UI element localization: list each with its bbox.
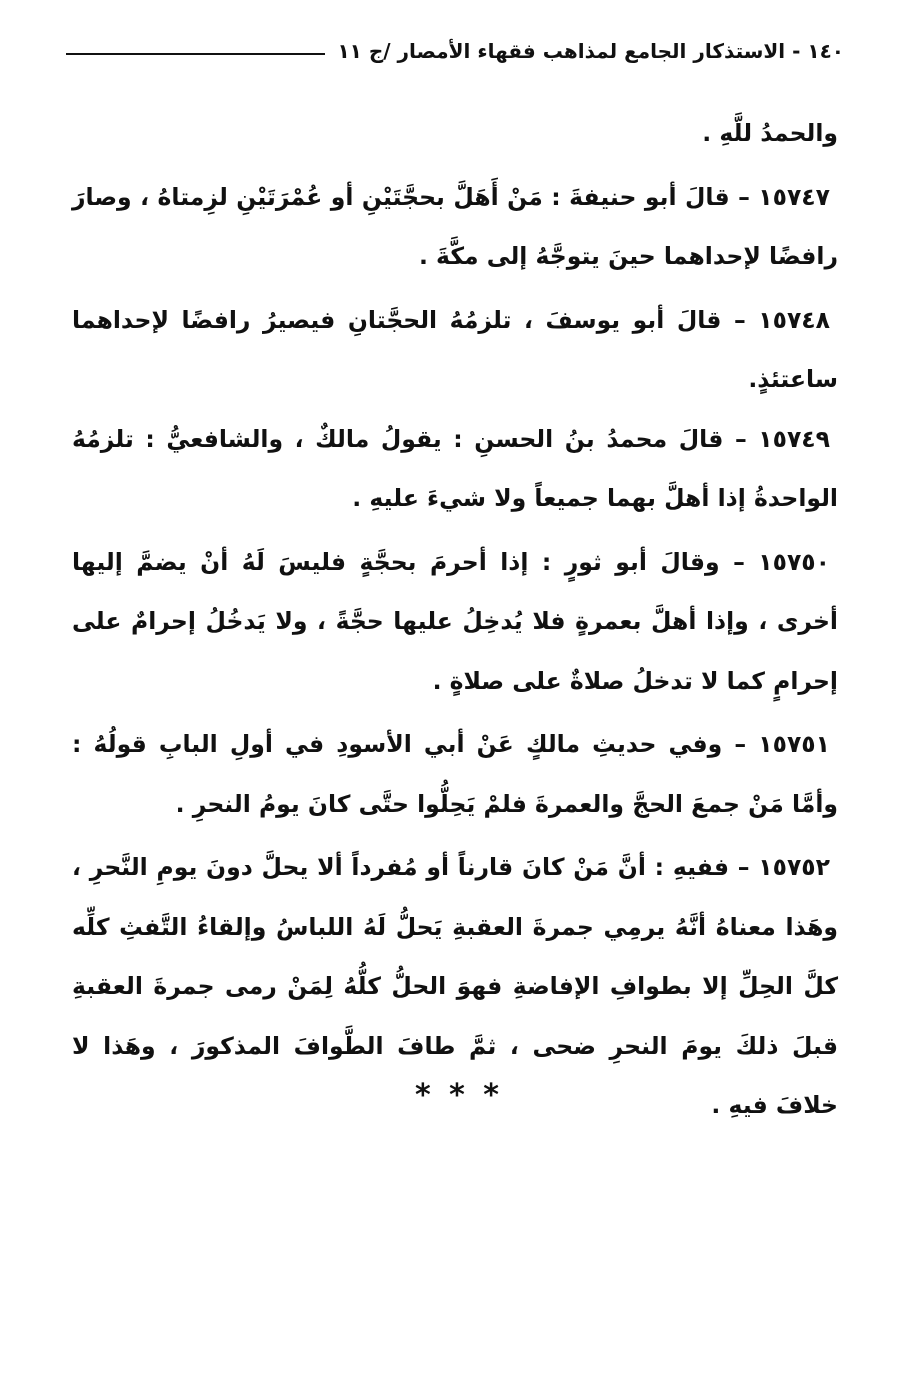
- paragraph-text: وقالَ أبو ثورٍ : إذا أحرمَ بحجَّةٍ فليسَ لَهُ أنْ يضمَّ إليها أخرى ، وإذا أهلَّ بعمرةٍ فلا يُدخِلُ عليها حجَّةً ، ولا يَدخُلُ إحرامٌ على إحرامٍ كما لا تدخلُ صلاةٌ على صلاةٍ .: [72, 547, 838, 695]
- paragraph-number: ١٥٧٤٧: [758, 182, 830, 211]
- paragraph-text: ففيهِ : أنَّ مَنْ كانَ قارناً أو مُفرداً ألا يحلَّ دونَ يومِ النَّحرِ ، وهَذا معناهُ أنَّهُ يرمِي جمرةَ العقبةِ يَحلُّ لَهُ اللباسُ وإلقاءُ التَّفثِ كلِّه كلَّ الحِلِّ إلا بطوافِ الإفاضةِ فهوَ الحلُّ كلُّهُ لِمَنْ رمى جمرةَ العقبةِ قبلَ ذلكَ يومَ النحرِ ضحى ، ثمَّ طافَ الطَّوافَ المذكورَ ، وهَذا لا خلافَ فيهِ .: [72, 853, 838, 1119]
- paragraph-text: قالَ أبو يوسفَ ، تلزمُهُ الحجَّتانِ فيصيرُ رافضًا لإحداهما ساعتئذٍ.: [72, 305, 838, 393]
- paragraph-15747: [72, 168, 838, 287]
- paragraph-dash: –: [733, 547, 745, 576]
- body-text: [72, 104, 838, 1136]
- paragraph-dash: –: [738, 182, 750, 211]
- paragraph-number: ١٥٧٤٩: [758, 424, 830, 453]
- paragraph-dash: –: [734, 730, 747, 758]
- paragraph-15748: [72, 291, 838, 410]
- paragraph-number: ١٥٧٥٢: [758, 853, 830, 881]
- paragraph-number: ١٥٧٤٨: [758, 305, 830, 334]
- paragraph-dash: –: [737, 853, 750, 881]
- paragraph-number: ١٥٧٥١: [758, 730, 830, 758]
- paragraph-number: ١٥٧٥٠: [758, 547, 830, 576]
- paragraph-15749: [72, 410, 838, 529]
- section-end-stars: * * *: [415, 1078, 503, 1113]
- paragraph-text: وفي حديثِ مالكٍ عَنْ أبي الأسودِ في أولِ البابِ قولُهُ : وأمَّا مَنْ جمعَ الحجَّ والعمرةَ فلمْ يَحِلُّوا حتَّى كانَ يومُ النحرِ .: [72, 730, 838, 818]
- paragraph-closing: [72, 104, 838, 164]
- running-title: ١٤٠ - الاستذكار الجامع لمذاهب فقهاء الأمصار /ج ١١: [337, 39, 844, 63]
- paragraph-15751: [72, 715, 838, 834]
- paragraph-text: قالَ أبو حنيفةَ : مَنْ أَهَلَّ بحجَّتَيْنِ أو عُمْرَتَيْنِ لزِمتاهُ ، وصارَ رافضًا لإحداهما حينَ يتوجَّهُ إلى مكَّةَ .: [72, 182, 838, 270]
- running-header: [66, 34, 844, 68]
- paragraph-dash: –: [733, 305, 746, 334]
- header-rule: [66, 53, 325, 55]
- paragraph-dash: –: [734, 424, 747, 453]
- paragraph-15750: [72, 533, 838, 712]
- paragraph-text: قالَ محمدُ بنُ الحسنِ : يقولُ مالكٌ ، والشافعيُّ : تلزمُهُ الواحدةُ إذا أهلَّ بهما جميعاً ولا شيءَ عليهِ .: [72, 424, 838, 512]
- paragraph-text: والحمدُ للَّهِ .: [702, 119, 838, 147]
